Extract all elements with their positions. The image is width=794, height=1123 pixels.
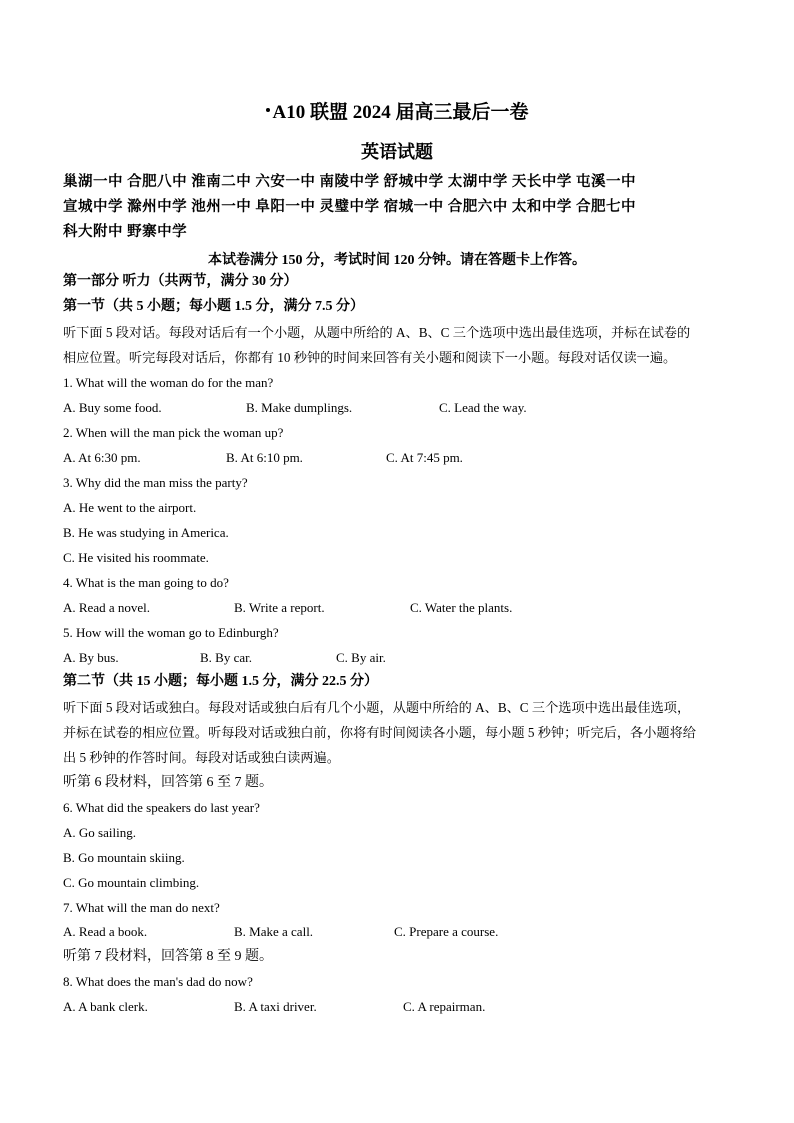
section2-instructions-1: 听下面 5 段对话或独白。每段对话或独白后有几个小题，从题中所给的 A、B、C 三个选项中选出最佳选项， bbox=[63, 700, 691, 715]
question-3: 3. Why did the man miss the party? bbox=[63, 475, 248, 490]
exam-title: A10 联盟 2024 届高三最后一卷 bbox=[0, 97, 794, 124]
section1-instructions-2: 相应位置。听完每段对话后，你都有 10 秒钟的时间来回答有关小题和阅读下一小题。每段对话仅读一遍。 bbox=[63, 350, 677, 365]
q8-option-c: C. A repairman. bbox=[403, 999, 486, 1014]
question-2: 2. When will the man pick the woman up? bbox=[63, 425, 284, 440]
q3-option-b: B. He was studying in America. bbox=[63, 525, 229, 540]
section1-heading: 第一节（共 5 小题；每小题 1.5 分，满分 7.5 分） bbox=[63, 299, 364, 314]
exam-info: 本试卷满分 150 分，考试时间 120 分钟。请在答题卡上作答。 bbox=[208, 253, 586, 268]
question-8: 8. What does the man's dad do now? bbox=[63, 974, 253, 989]
q5-option-b: B. By car. bbox=[200, 650, 252, 665]
question-7: 7. What will the man do next? bbox=[63, 900, 220, 915]
question-5: 5. How will the woman go to Edinburgh? bbox=[63, 625, 279, 640]
section2-instructions-2: 并标在试卷的相应位置。听每段对话或独白前，你将有时间阅读各小题，每小题 5 秒钟；听完后，各小题将给 bbox=[63, 725, 696, 740]
q1-option-a: A. Buy some food. bbox=[63, 400, 162, 415]
exam-subtitle: 英语试题 bbox=[361, 142, 433, 162]
q1-option-c: C. Lead the way. bbox=[439, 400, 527, 415]
question-6: 6. What did the speakers do last year? bbox=[63, 800, 260, 815]
q2-option-a: A. At 6:30 pm. bbox=[63, 450, 141, 465]
q7-option-b: B. Make a call. bbox=[234, 924, 314, 939]
q4-option-a: A. Read a novel. bbox=[63, 600, 151, 615]
material-7-note: 听第 7 段材料，回答第 8 至 9 题。 bbox=[63, 949, 273, 964]
bullet-dot-icon bbox=[266, 108, 270, 112]
section2-heading: 第二节（共 15 小题；每小题 1.5 分，满分 22.5 分） bbox=[63, 674, 378, 689]
question-1: 1. What will the woman do for the man? bbox=[63, 375, 274, 390]
q6-option-c: C. Go mountain climbing. bbox=[63, 875, 200, 890]
q6-option-b: B. Go mountain skiing. bbox=[63, 850, 185, 865]
q6-option-a: A. Go sailing. bbox=[63, 825, 136, 840]
q2-option-b: B. At 6:10 pm. bbox=[226, 450, 303, 465]
schools-line-2: 宣城中学 滁州中学 池州一中 阜阳一中 灵璧中学 宿城一中 合肥六中 太和中学 合肥七中 bbox=[63, 199, 636, 215]
q1-option-b: B. Make dumplings. bbox=[246, 400, 353, 415]
schools-line-3: 科大附中 野寨中学 bbox=[63, 224, 188, 240]
section1-instructions-1: 听下面 5 段对话。每段对话后有一个小题，从题中所给的 A、B、C 三个选项中选出最佳选项，并标在试卷的 bbox=[63, 325, 691, 340]
q5-option-c: C. By air. bbox=[336, 650, 386, 665]
q3-option-c: C. He visited his roommate. bbox=[63, 550, 209, 565]
q8-option-a: A. A bank clerk. bbox=[63, 999, 148, 1014]
q7-option-a: A. Read a book. bbox=[63, 924, 148, 939]
q4-option-c: C. Water the plants. bbox=[410, 600, 513, 615]
q3-option-a: A. He went to the airport. bbox=[63, 500, 197, 515]
q2-option-c: C. At 7:45 pm. bbox=[386, 450, 463, 465]
section2-instructions-3: 出 5 秒钟的作答时间。每段对话或独白读两遍。 bbox=[63, 750, 340, 765]
q7-option-c: C. Prepare a course. bbox=[394, 924, 499, 939]
question-4: 4. What is the man going to do? bbox=[63, 575, 229, 590]
q4-option-b: B. Write a report. bbox=[234, 600, 325, 615]
part1-heading: 第一部分 听力（共两节，满分 30 分） bbox=[63, 274, 298, 289]
q8-option-b: B. A taxi driver. bbox=[234, 999, 317, 1014]
material-6-note: 听第 6 段材料，回答第 6 至 7 题。 bbox=[63, 775, 273, 790]
q5-option-a: A. By bus. bbox=[63, 650, 119, 665]
schools-line-1: 巢湖一中 合肥八中 淮南二中 六安一中 南陵中学 舒城中学 太湖中学 天长中学 屯溪一中 bbox=[63, 174, 636, 190]
